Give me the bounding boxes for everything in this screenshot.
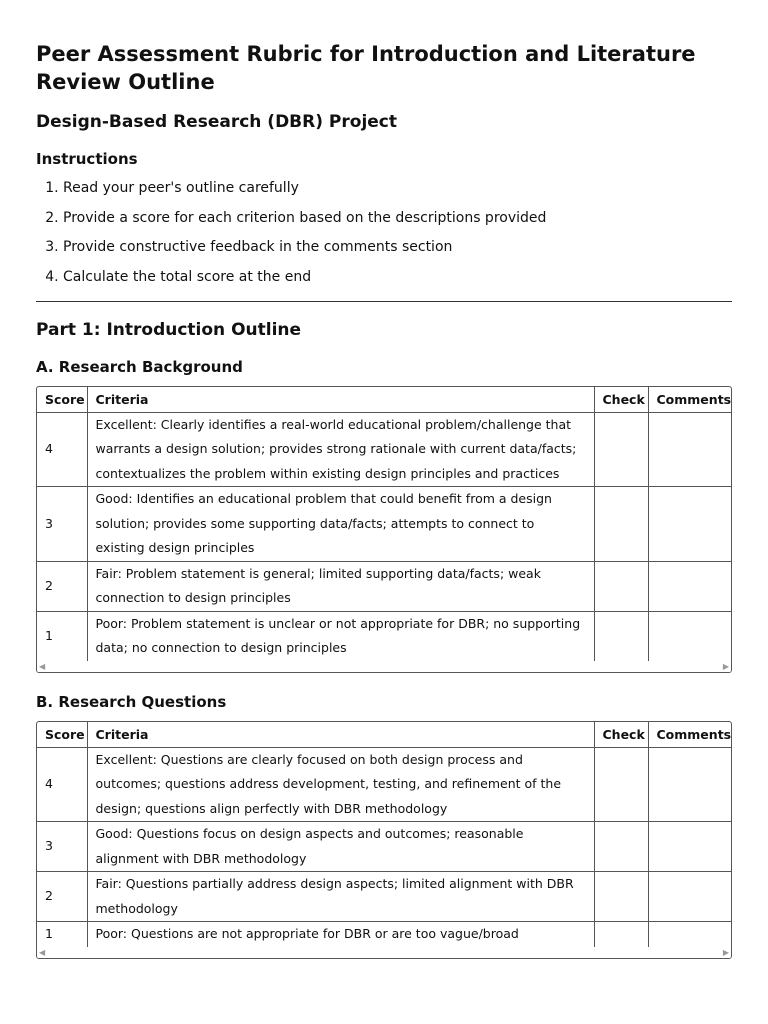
comments-cell[interactable]: [648, 611, 731, 661]
table-row: [37, 922, 731, 947]
comments-cell[interactable]: [648, 487, 731, 562]
criteria-cell: Good: Identifies an educational problem that could benefit from a design solution; provides some supporting data/facts; attempts to connect to existing design principles: [87, 487, 594, 562]
comments-cell[interactable]: [648, 747, 731, 822]
score-cell: 2: [37, 872, 87, 922]
score-cell: 4: [37, 412, 87, 487]
instruction-item: 4. Calculate the total score at the end: [63, 267, 732, 287]
instruction-item: 1. Read your peer's outline carefully: [63, 178, 732, 198]
comments-header: Comments: [648, 387, 731, 413]
table-row: [37, 561, 731, 611]
section-title: B. Research Questions: [36, 692, 227, 711]
score-cell: 1: [37, 611, 87, 661]
comments-cell[interactable]: [648, 922, 731, 947]
instructions-list: [36, 178, 732, 287]
table-row: [37, 611, 731, 661]
criteria-cell: Poor: Problem statement is unclear or not appropriate for DBR; no supporting data; no connection to design principles: [87, 611, 594, 661]
page-subtitle: Design-Based Research (DBR) Project: [36, 112, 398, 132]
table-row: [37, 872, 731, 922]
check-cell[interactable]: [594, 747, 648, 822]
criteria-cell: Fair: Questions partially address design aspects; limited alignment with DBR methodology: [87, 872, 594, 922]
criteria-cell: Fair: Problem statement is general; limited supporting data/facts; weak connection to design principles: [87, 561, 594, 611]
comments-cell[interactable]: [648, 872, 731, 922]
score-header: Score: [37, 722, 87, 748]
instructions-heading: Instructions: [36, 150, 138, 168]
table-header-row: [37, 722, 731, 748]
triangle-right-icon[interactable]: ▶: [722, 661, 729, 671]
criteria-header: Criteria: [87, 722, 594, 748]
check-cell[interactable]: [594, 412, 648, 487]
triangle-left-icon[interactable]: ◀: [39, 661, 46, 671]
table-header-row: [37, 387, 731, 413]
instruction-item: 3. Provide constructive feedback in the comments section: [63, 237, 732, 257]
section-divider: [36, 301, 732, 302]
score-cell: 3: [37, 487, 87, 562]
horizontal-scrollbar[interactable]: [37, 661, 731, 672]
part-title: Part 1: Introduction Outline: [36, 319, 302, 340]
section-title: A. Research Background: [36, 357, 243, 376]
check-cell[interactable]: [594, 922, 648, 947]
check-header: Check: [594, 722, 648, 748]
rubric-table-research-questions[interactable]: [36, 721, 732, 959]
table-row: [37, 747, 731, 822]
check-cell[interactable]: [594, 487, 648, 562]
page-title: Peer Assessment Rubric for Introduction and Literature Review Outline: [36, 42, 696, 94]
criteria-cell: Excellent: Questions are clearly focused on both design process and outcomes; questions address development, testing, and refinement of the design; questions align perfectly with DBR methodology: [87, 747, 594, 822]
score-header: Score: [37, 387, 87, 413]
check-cell[interactable]: [594, 611, 648, 661]
table-row: [37, 822, 731, 872]
comments-cell[interactable]: [648, 822, 731, 872]
table-row: [37, 412, 731, 487]
instruction-item: 2. Provide a score for each criterion based on the descriptions provided: [63, 208, 732, 228]
rubric-table-research-background[interactable]: [36, 386, 732, 673]
criteria-header: Criteria: [87, 387, 594, 413]
score-cell: 2: [37, 561, 87, 611]
criteria-cell: Poor: Questions are not appropriate for DBR or are too vague/broad: [87, 922, 594, 947]
horizontal-scrollbar[interactable]: [37, 947, 731, 958]
check-cell[interactable]: [594, 872, 648, 922]
table-row: [37, 487, 731, 562]
criteria-cell: Excellent: Clearly identifies a real-world educational problem/challenge that warrants a design solution; provides strong rationale with current data/facts; contextualizes the problem within existing design principles and practices: [87, 412, 594, 487]
score-cell: 3: [37, 822, 87, 872]
check-cell[interactable]: [594, 561, 648, 611]
comments-cell[interactable]: [648, 561, 731, 611]
comments-cell[interactable]: [648, 412, 731, 487]
comments-header: Comments: [648, 722, 731, 748]
check-header: Check: [594, 387, 648, 413]
check-cell[interactable]: [594, 822, 648, 872]
score-cell: 1: [37, 922, 87, 947]
triangle-left-icon[interactable]: ◀: [39, 947, 46, 957]
triangle-right-icon[interactable]: ▶: [722, 947, 729, 957]
criteria-cell: Good: Questions focus on design aspects and outcomes; reasonable alignment with DBR methodology: [87, 822, 594, 872]
score-cell: 4: [37, 747, 87, 822]
